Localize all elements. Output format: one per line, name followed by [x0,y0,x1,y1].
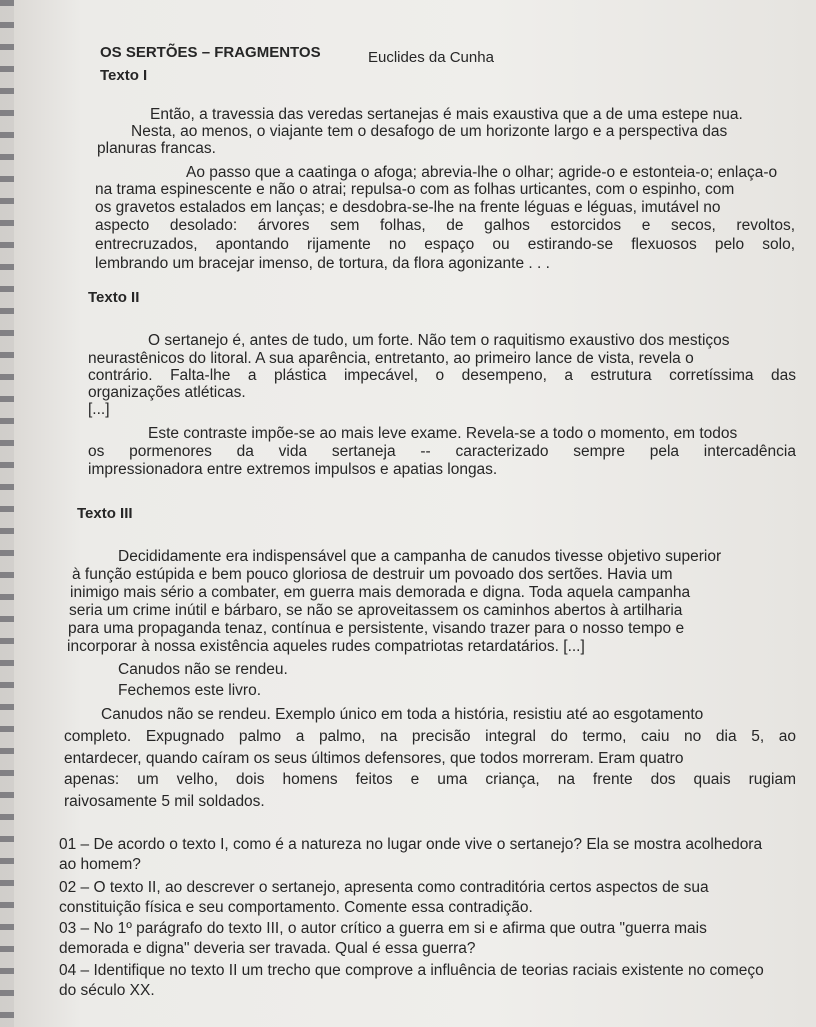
texto1-line: Então, a travessia das veredas sertanejas é mais exaustiva que a de uma estepe nua. [150,106,743,123]
texto1-heading: Texto I [100,67,148,84]
texto2-line: O sertanejo é, antes de tudo, um forte. Não tem o raquitismo exaustivo dos mestiços [148,332,730,349]
texto2-line: [...] [88,401,110,418]
texto3-line: inimigo mais sério a combater, em guerra mais demorada e digna. Toda aquela campanha [70,584,691,601]
question-03: 03 – No 1º parágrafo do texto III, o autor crítico a guerra em si e afirma que outra "guerra mais [59,920,707,937]
question-03-cont: demorada e digna" deveria ser travada. Qual é essa guerra? [59,940,476,957]
spiral-binding-edge [0,0,14,1027]
texto2-line: organizações atléticas. [88,384,246,401]
texto2-line: os pormenores da vida sertaneja -- caracterizado sempre pela intercadência [88,443,796,460]
question-01: 01 – De acordo o texto I, como é a natureza no lugar onde vive o sertanejo? Ela se mostra acolhedora [59,836,763,853]
question-04-cont: do século XX. [59,982,155,999]
texto2-line: neurastênicos do litoral. A sua aparência, entretanto, ao primeiro lance de vista, revela o [88,350,694,367]
texto3-line: seria um crime inútil e bárbaro, se não se aproveitassem os caminhos abertos à artilharia [69,602,683,619]
texto1-line: lembrando um bracejar imenso, de tortura, da flora agonizante . . . [95,255,550,272]
question-04: 04 – Identifique no texto II um trecho que comprove a influência de teorias raciais existente no começo [59,962,764,979]
texto3-line: incorporar à nossa existência aqueles rudes compatriotas retardatários. [...] [67,638,585,655]
question-02: 02 – O texto II, ao descrever o sertanejo, apresenta como contraditória certos aspectos de sua [59,879,709,896]
question-02-cont: constituição física e seu comportamento. Comente essa contradição. [59,899,533,916]
document-title: OS SERTÕES – FRAGMENTOS [100,44,321,61]
texto2-heading: Texto II [88,289,140,306]
question-01-cont: ao homem? [59,856,141,873]
texto3-heading: Texto III [77,505,133,522]
texto1-line: aspecto desolado: árvores sem folhas, de galhos estorcidos e secos, revoltos, [95,217,795,234]
texto3-line: entardecer, quando caíram os seus últimos defensores, que todos morreram. Eram quatro [64,750,684,767]
texto3-line: Fechemos este livro. [118,682,261,699]
texto1-line: os gravetos estalados em lanças; e desdobra-se-lhe na frente léguas e léguas, imutável no [95,199,721,216]
texto3-line: completo. Expugnado palmo a palmo, na precisão integral do termo, caiu no dia 5, ao [64,728,796,745]
texto3-line: à função estúpida e bem pouco gloriosa de destruir um povoado dos sertões. Havia um [72,566,673,583]
texto2-line: contrário. Falta-lhe a plástica impecável, o desempeno, a estrutura corretíssima das [88,367,796,384]
texto3-line: apenas: um velho, dois homens feitos e uma criança, na frente dos quais rugiam [64,771,796,788]
author-name: Euclides da Cunha [368,49,494,66]
texto3-line: raivosamente 5 mil soldados. [64,793,265,810]
texto1-line: na trama espinescente e não o atrai; repulsa-o com as folhas urticantes, com o espinho, com [95,181,735,198]
texto3-line: Canudos não se rendeu. [118,661,288,678]
texto3-line: Canudos não se rendeu. Exemplo único em toda a história, resistiu até ao esgotamento [101,706,704,723]
texto3-line: Decididamente era indispensável que a campanha de canudos tivesse objetivo superior [118,548,722,565]
texto1-line: Ao passo que a caatinga o afoga; abrevia-lhe o olhar; agride-o e estonteia-o; enlaça-o [186,164,778,181]
texto2-line: impressionadora entre extremos impulsos e apatias longas. [88,461,498,478]
texto3-line: para uma propaganda tenaz, contínua e persistente, visando trazer para o nosso tempo e [68,620,685,637]
texto1-line: planuras francas. [97,140,216,157]
texto2-line: Este contraste impõe-se ao mais leve exame. Revela-se a todo o momento, em todos [148,425,738,442]
texto1-line: entrecruzados, apontando rijamente no espaço ou estirando-se flexuosos pelo solo, [95,236,795,253]
texto1-line: Nesta, ao menos, o viajante tem o desafogo de um horizonte largo e a perspectiva das [131,123,728,140]
